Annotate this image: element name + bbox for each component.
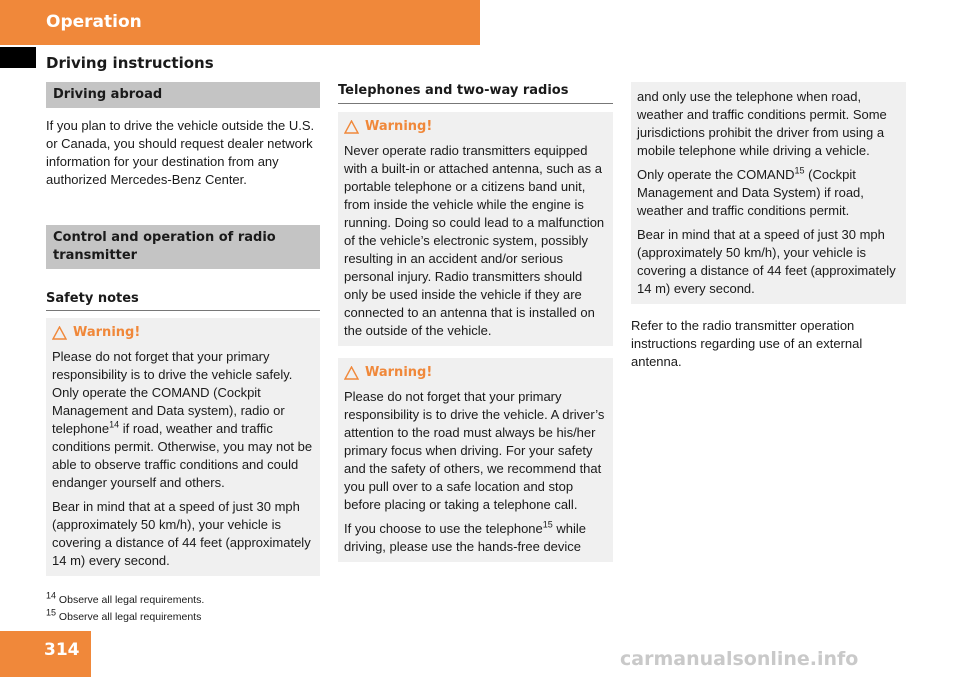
warning-box-primary-responsibility [46,318,320,576]
warning-paragraph: Please do not forget that your primary responsibility is to drive the vehicle. A driver’s attention to the road must always be his/her primary focus when driving. For your safety and the safety of others, we recommend that you pull over to a safe location and stop before placing or taking a telephone call. [344,389,605,512]
warning-text: Only operate the COMAND [637,167,795,182]
safety-notes-heading: Safety notes [46,290,320,311]
footnote-ref: 14 [109,419,120,430]
warning-triangle-icon [52,326,67,340]
driving-abroad-text: If you plan to drive the vehicle outside the U.S. or Canada, you should request dealer network information for your destination from any authorized Mercedes-Benz Center. [46,118,315,187]
warning-box-continued [631,82,906,304]
radio-control-heading: Control and operation of radio transmitter [46,225,320,269]
warning-label: Warning! [73,325,141,340]
warning-paragraph [344,520,607,556]
section-title: Operation [46,12,142,32]
warning-paragraph: and only use the telephone when road, weather and traffic conditions permit. Some jurisdictions prohibit the driver from using a mobile telephone while driving a vehicle. [637,89,887,158]
warning-text: while driving, please use the hands-free device [344,521,587,554]
page-subtitle: Driving instructions [46,54,214,72]
page-number: 314 [0,631,91,677]
warning-paragraph: Bear in mind that at a speed of just 30 mph (approximately 50 km/h), your vehicle is covering a distance of 44 feet (approximately 14 m) every second. [637,227,896,296]
footnote-ref: 15 [794,165,805,176]
warning-label: Warning! [365,119,433,134]
warning-box-telephone-use [338,358,613,562]
warning-text: if road, weather and traffic conditions permit. Otherwise, you may not be able to observe traffic conditions and could endanger yourself and others. [52,421,313,490]
warning-text: Please do not forget that your primary responsibility is to drive the vehicle safely. Only operate the COMAND (Cockpit Management and Data system), radio or telephone [52,349,293,436]
column-right [631,82,906,371]
warning-label: Warning! [365,365,433,380]
footnote-number: 15 [46,607,57,618]
refer-text: Refer to the radio transmitter operation instructions regarding use of an external antenna. [631,318,863,369]
footnote-14 [46,590,205,606]
warning-heading [52,324,314,342]
warning-paragraph: Never operate radio transmitters equipped with a built-in or attached antenna, such as a portable telephone or a citizens band unit, from inside the vehicle while the engine is running. Doing so could lead to a malfunction of the vehicle’s electronic system, possibly resulting in an accident and/or serious personal injury. Radio transmitters should only be used inside the vehicle if they are connected to an antenna that is installed on the outside of the vehicle. [344,143,605,338]
warning-text: (Cockpit Management and Data System) if road, weather and traffic conditions permit. [637,167,864,218]
warning-heading [344,364,607,382]
footnote-15 [46,607,202,623]
column-middle [338,82,613,562]
warning-box-radio-transmitters [338,112,613,346]
column-left [46,82,320,576]
telephones-heading: Telephones and two-way radios [338,82,613,104]
driving-abroad-heading: Driving abroad [46,82,320,108]
footnote-ref: 15 [542,519,553,530]
footnote-text: Observe all legal requirements. [56,594,205,606]
warning-paragraph [52,348,314,492]
warning-triangle-icon [344,120,359,134]
footnote-number: 14 [46,590,57,601]
header-marker [0,47,36,68]
warning-triangle-icon [344,366,359,380]
warning-paragraph: Bear in mind that at a speed of just 30 mph (approximately 50 km/h), your vehicle is covering a distance of 44 feet (approximately 14 m) every second. [52,499,311,568]
warning-heading [344,118,607,136]
footnote-text: Observe all legal requirements [56,611,202,623]
warning-paragraph [637,166,900,220]
watermark: carmanualsonline.info [620,648,859,670]
section-header [0,0,480,45]
warning-text: If you choose to use the telephone [344,521,543,536]
